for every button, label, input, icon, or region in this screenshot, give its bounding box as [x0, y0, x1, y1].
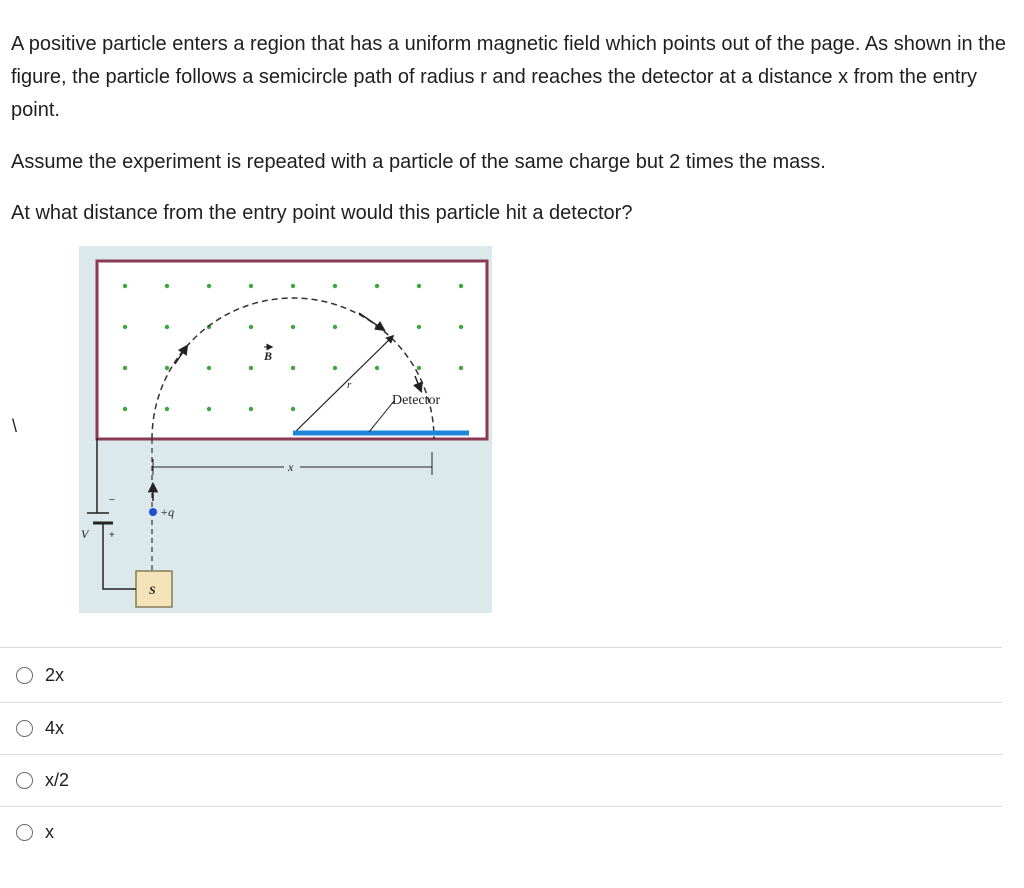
field-dot [291, 284, 295, 288]
option-label: x [45, 822, 54, 842]
field-dot [123, 407, 127, 411]
field-label: B [264, 349, 273, 363]
answer-options [0, 647, 1002, 858]
field-dot [123, 284, 127, 288]
field-dot [459, 284, 463, 288]
option-label: 4x [45, 718, 65, 738]
option-4x[interactable] [0, 702, 1002, 754]
field-dot [165, 407, 169, 411]
radio-circle-icon[interactable] [16, 720, 33, 737]
option-x-half[interactable] [0, 754, 1002, 806]
question-paragraph-1: A positive particle enters a region that has a uniform magnetic field which points out of the page. As shown in the figure, the particle follows a semicircle path of radius r and reaches the detector at a distance x from the entry point. [11, 33, 1007, 121]
radio-circle-icon[interactable] [16, 824, 33, 841]
field-dot [123, 325, 127, 329]
radio-circle-icon[interactable] [16, 772, 33, 789]
voltage-label: V [81, 527, 89, 541]
field-dot [333, 366, 337, 370]
option-x[interactable] [0, 806, 1002, 858]
battery-minus: − [109, 495, 115, 506]
radius-label: r [347, 379, 352, 391]
particle [149, 508, 157, 516]
field-dot [291, 366, 295, 370]
field-dot [207, 407, 211, 411]
option-label: x/2 [45, 770, 70, 790]
detector-label: Detector [392, 393, 441, 408]
field-dot [375, 284, 379, 288]
source-label: S [149, 583, 156, 597]
field-dot [375, 366, 379, 370]
field-dot [249, 325, 253, 329]
field-dot [207, 366, 211, 370]
field-dot [165, 325, 169, 329]
field-dot [291, 325, 295, 329]
field-dot [417, 325, 421, 329]
question-paragraph-3: At what distance from the entry point would this particle hit a detector? [11, 202, 633, 224]
field-dot [249, 407, 253, 411]
field-dot [291, 407, 295, 411]
field-dot [333, 325, 337, 329]
magnetic-field-figure [79, 246, 492, 613]
field-dot [165, 284, 169, 288]
field-dot [417, 366, 421, 370]
field-dot [249, 284, 253, 288]
field-dot [123, 366, 127, 370]
question-paragraph-2: Assume the experiment is repeated with a particle of the same charge but 2 times the mass. [11, 151, 826, 173]
option-2x[interactable] [0, 647, 1002, 702]
field-dot [459, 325, 463, 329]
option-label: 2x [45, 664, 65, 685]
charge-label: +q [160, 505, 175, 519]
field-dot [165, 366, 169, 370]
field-dot [333, 284, 337, 288]
battery-plus: + [109, 530, 115, 541]
field-dot [207, 284, 211, 288]
field-dot [249, 366, 253, 370]
field-dot [417, 284, 421, 288]
radio-circle-icon[interactable] [16, 667, 33, 684]
field-dot [459, 366, 463, 370]
stray-backslash: \ [12, 416, 18, 436]
x-dimension-label: x [288, 460, 294, 474]
